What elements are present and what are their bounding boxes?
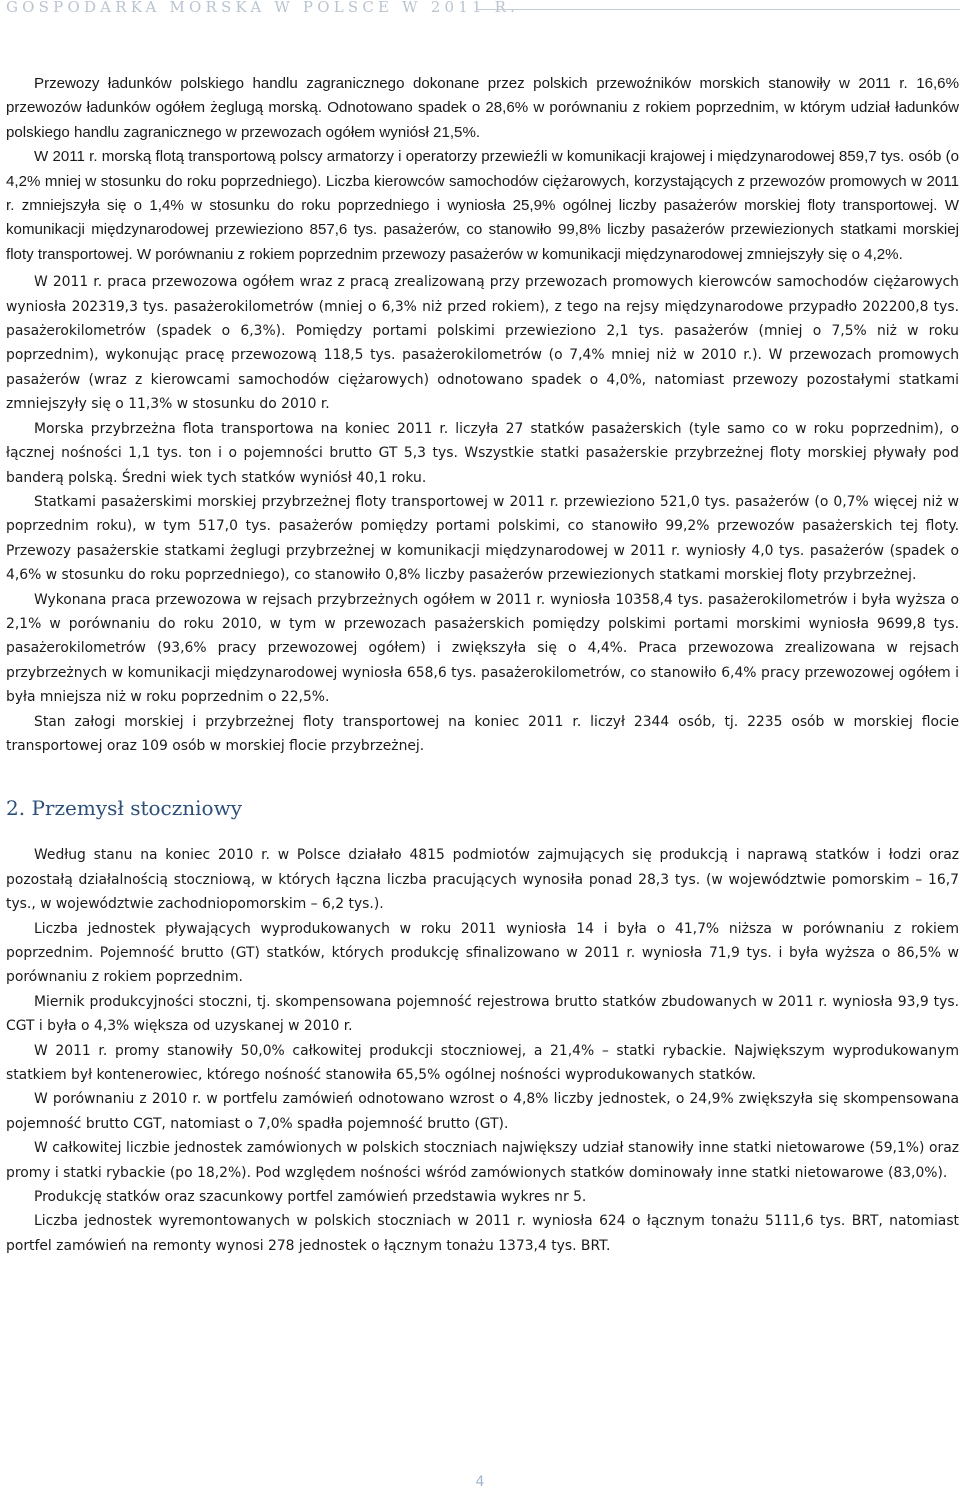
paragraph: W 2011 r. promy stanowiły 50,0% całkowitej produkcji stoczniowej, a 21,4% – statki rybackie. Największym wyprodukowanym statkiem był kontenerowiec, którego nośność stanowiła 65,5% ogólnej nośności wyprodukowanych statków. — [6, 1042, 959, 1084]
section-heading: 2. Przemysł stoczniowy — [6, 796, 243, 821]
paragraph: Według stanu na koniec 2010 r. w Polsce działało 4815 podmiotów zajmujących się produkcją i naprawą statków i łodzi oraz pozostałą działalnością stoczniową, w których łączna liczba pracujących wynosiła ponad 28,3 tys. (w województwie pomorskim – 16,7 tys., w województwie zachodniopomorskim – 6,2 tys.). — [6, 847, 959, 913]
running-header — [6, 0, 960, 20]
paragraph: Statkami pasażerskimi morskiej przybrzeżnej floty transportowej w 2011 r. przewieziono 521,0 tys. pasażerów (o 0,7% więcej niż w poprzednim roku), w tym 517,0 tys. pasażerów pomiędzy portami polskimi, co stanowiło 99,2% przewozów pasażerskich tej floty. Przewozy pasażerskie statkami żeglugi przybrzeżnej w komunikacji międzynarodowej w 2011 r. wyniosły 4,0 tys. pasażerów (spadek o 4,6% w stosunku do roku poprzedniego), co stanowiło 0,8% liczby pasażerów przewiezionych statkami morskiej floty przybrzeżnej. — [6, 493, 959, 584]
paragraph: W całkowitej liczbie jednostek zamówionych w polskich stoczniach największy udział stanowiły inne statki nietowarowe (59,1%) oraz promy i statki rybackie (po 18,2%). Pod względem nośności wśród zamówionych statków dominowały inne statki nietowarowe (83,0%). — [6, 1140, 959, 1181]
paragraph: W 2011 r. morską flotą transportową polscy armatorzy i operatorzy przewieźli w komunikacji krajowej i międzynarodowej 859,7 tys. osób (o 4,2% mniej w stosunku do roku poprzedniego). Liczba kierowców samochodów ciężarowych, korzystających z przewozów promowych w 2011 r. zmniejszyła się o 1,4% w stosunku do roku poprzedniego i wyniosła 25,9% ogólnej liczby pasażerów morskiej floty transportowej. W komunikacji międzynarodowej przewieziono 857,6 tys. pasażerów, co stanowiło 99,8% liczby pasażerów przewiezionych statkami morskiej floty transportowej. W porównaniu z rokiem poprzednim przewozy pasażerów w komunikacji międzynarodowej zmniejszyły się o 4,2%. — [6, 148, 959, 263]
paragraph: Stan załogi morskiej i przybrzeżnej floty transportowej na koniec 2011 r. liczył 2344 osób, tj. 2235 osób w morskiej flocie transportowej oraz 109 osób w morskiej flocie przybrzeżnej. — [6, 713, 959, 754]
paragraph: Miernik produkcyjności stoczni, tj. skompensowana pojemność rejestrowa brutto statków zbudowanych w 2011 r. wyniosła 93,9 tys. CGT i była o 4,3% większa od uzyskanej w 2010 r. — [6, 993, 959, 1035]
paragraph: W porównaniu z 2010 r. w portfelu zamówień odnotowano wzrost o 4,8% liczby jednostek, o 24,9% zwiększyła się skompensowana pojemność brutto CGT, natomiast o 7,0% spadła pojemność brutto (GT). — [6, 1091, 959, 1132]
paragraph: Morska przybrzeżna flota transportowa na koniec 2011 r. liczyła 27 statków pasażerskich (tyle samo co w roku poprzednim), o łącznej nośności 1,1 tys. ton i o pojemności brutto GT 5,3 tys. Wszystkie statki pasażerskie przybrzeżnej floty morskiej pływały pod banderą polską. Średni wiek tych statków wyniósł 40,1 roku. — [6, 420, 959, 486]
page-number: 4 — [475, 1474, 485, 1490]
running-title: GOSPODARKA MORSKA W POLSCE W 2011 R. — [6, 0, 520, 16]
paragraph: Wykonana praca przewozowa w rejsach przybrzeżnych ogółem w 2011 r. wyniosła 10358,4 tys. pasażerokilometrów i była wyższa o 2,1% w porównaniu do roku 2010, w tym w przewozach pasażerskich pomiędzy polskimi portami morskimi wyniosła 9699,8 tys. pasażerokilometrów (93,6% pracy przewozowej ogółem) i zwiększyła się o 4,4%. Praca przewozowa zrealizowana w rejsach przybrzeżnych w komunikacji międzynarodowej wyniosła 658,6 tys. pasażerokilometrów, co stanowiło 6,4% pracy przewozowej ogółem i była mniejsza niż w roku poprzednim o 22,5%. — [6, 591, 959, 706]
paragraph: Produkcję statków oraz szacunkowy portfel zamówień przedstawia wykres nr 5. — [34, 1189, 587, 1206]
paragraph: Liczba jednostek wyremontowanych w polskich stoczniach w 2011 r. wyniosła 624 o łącznym tonażu 5111,6 tys. BRT, natomiast portfel zamówień na remonty wynosi 278 jednostek o łącznym tonażu 1373,4 tys. BRT. — [6, 1213, 959, 1254]
paragraph: Liczba jednostek pływających wyprodukowanych w roku 2011 wyniosła 14 i była o 41,7% niższa w porównaniu z rokiem poprzednim. Pojemność brutto (GT) statków, których produkcję sfinalizowano w 2011 r. wyniosła 71,9 tys. i była wyższa o 86,5% w porównaniu z rokiem poprzednim. — [6, 920, 959, 986]
paragraph: Przewozy ładunków polskiego handlu zagranicznego dokonane przez polskich przewoźników morskich stanowiły w 2011 r. 16,6% przewozów ładunków ogółem żeglugą morską. Odnotowano spadek o 28,6% w porównaniu z rokiem poprzednim, w którym udział ładunków polskiego handlu zagranicznego w przewozach ogółem wyniósł 21,5%. — [6, 75, 959, 141]
section-shipbuilding — [6, 843, 959, 1258]
paragraph: W 2011 r. praca przewozowa ogółem wraz z pracą zrealizowaną przy przewozach promowych kierowców samochodów ciężarowych wyniosła 202319,3 tys. pasażerokilometrów (mniej o 6,3% niż przed rokiem), z tego na rejsy międzynarodowe przypadło 202200,8 tys. pasażerokilometrów (spadek o 6,3%). Pomiędzy portami polskimi przewieziono 2,1 tys. pasażerów (mniej o 7,5% niż w roku poprzednim), wykonując pracę przewozową 118,5 tys. pasażerokilometrów (o 7,4% mniej niż w 2010 r.). W przewozach promowych pasażerów (wraz z kierowcami samochodów ciężarowych) odnotowano spadek o 4,0%, natomiast przewozy pozostałymi statkami zmniejszyły się o 11,3% w stosunku do 2010 r. — [6, 274, 959, 413]
page-content — [6, 72, 959, 1258]
section-maritime-transport — [6, 72, 959, 758]
header-rule — [476, 9, 960, 10]
